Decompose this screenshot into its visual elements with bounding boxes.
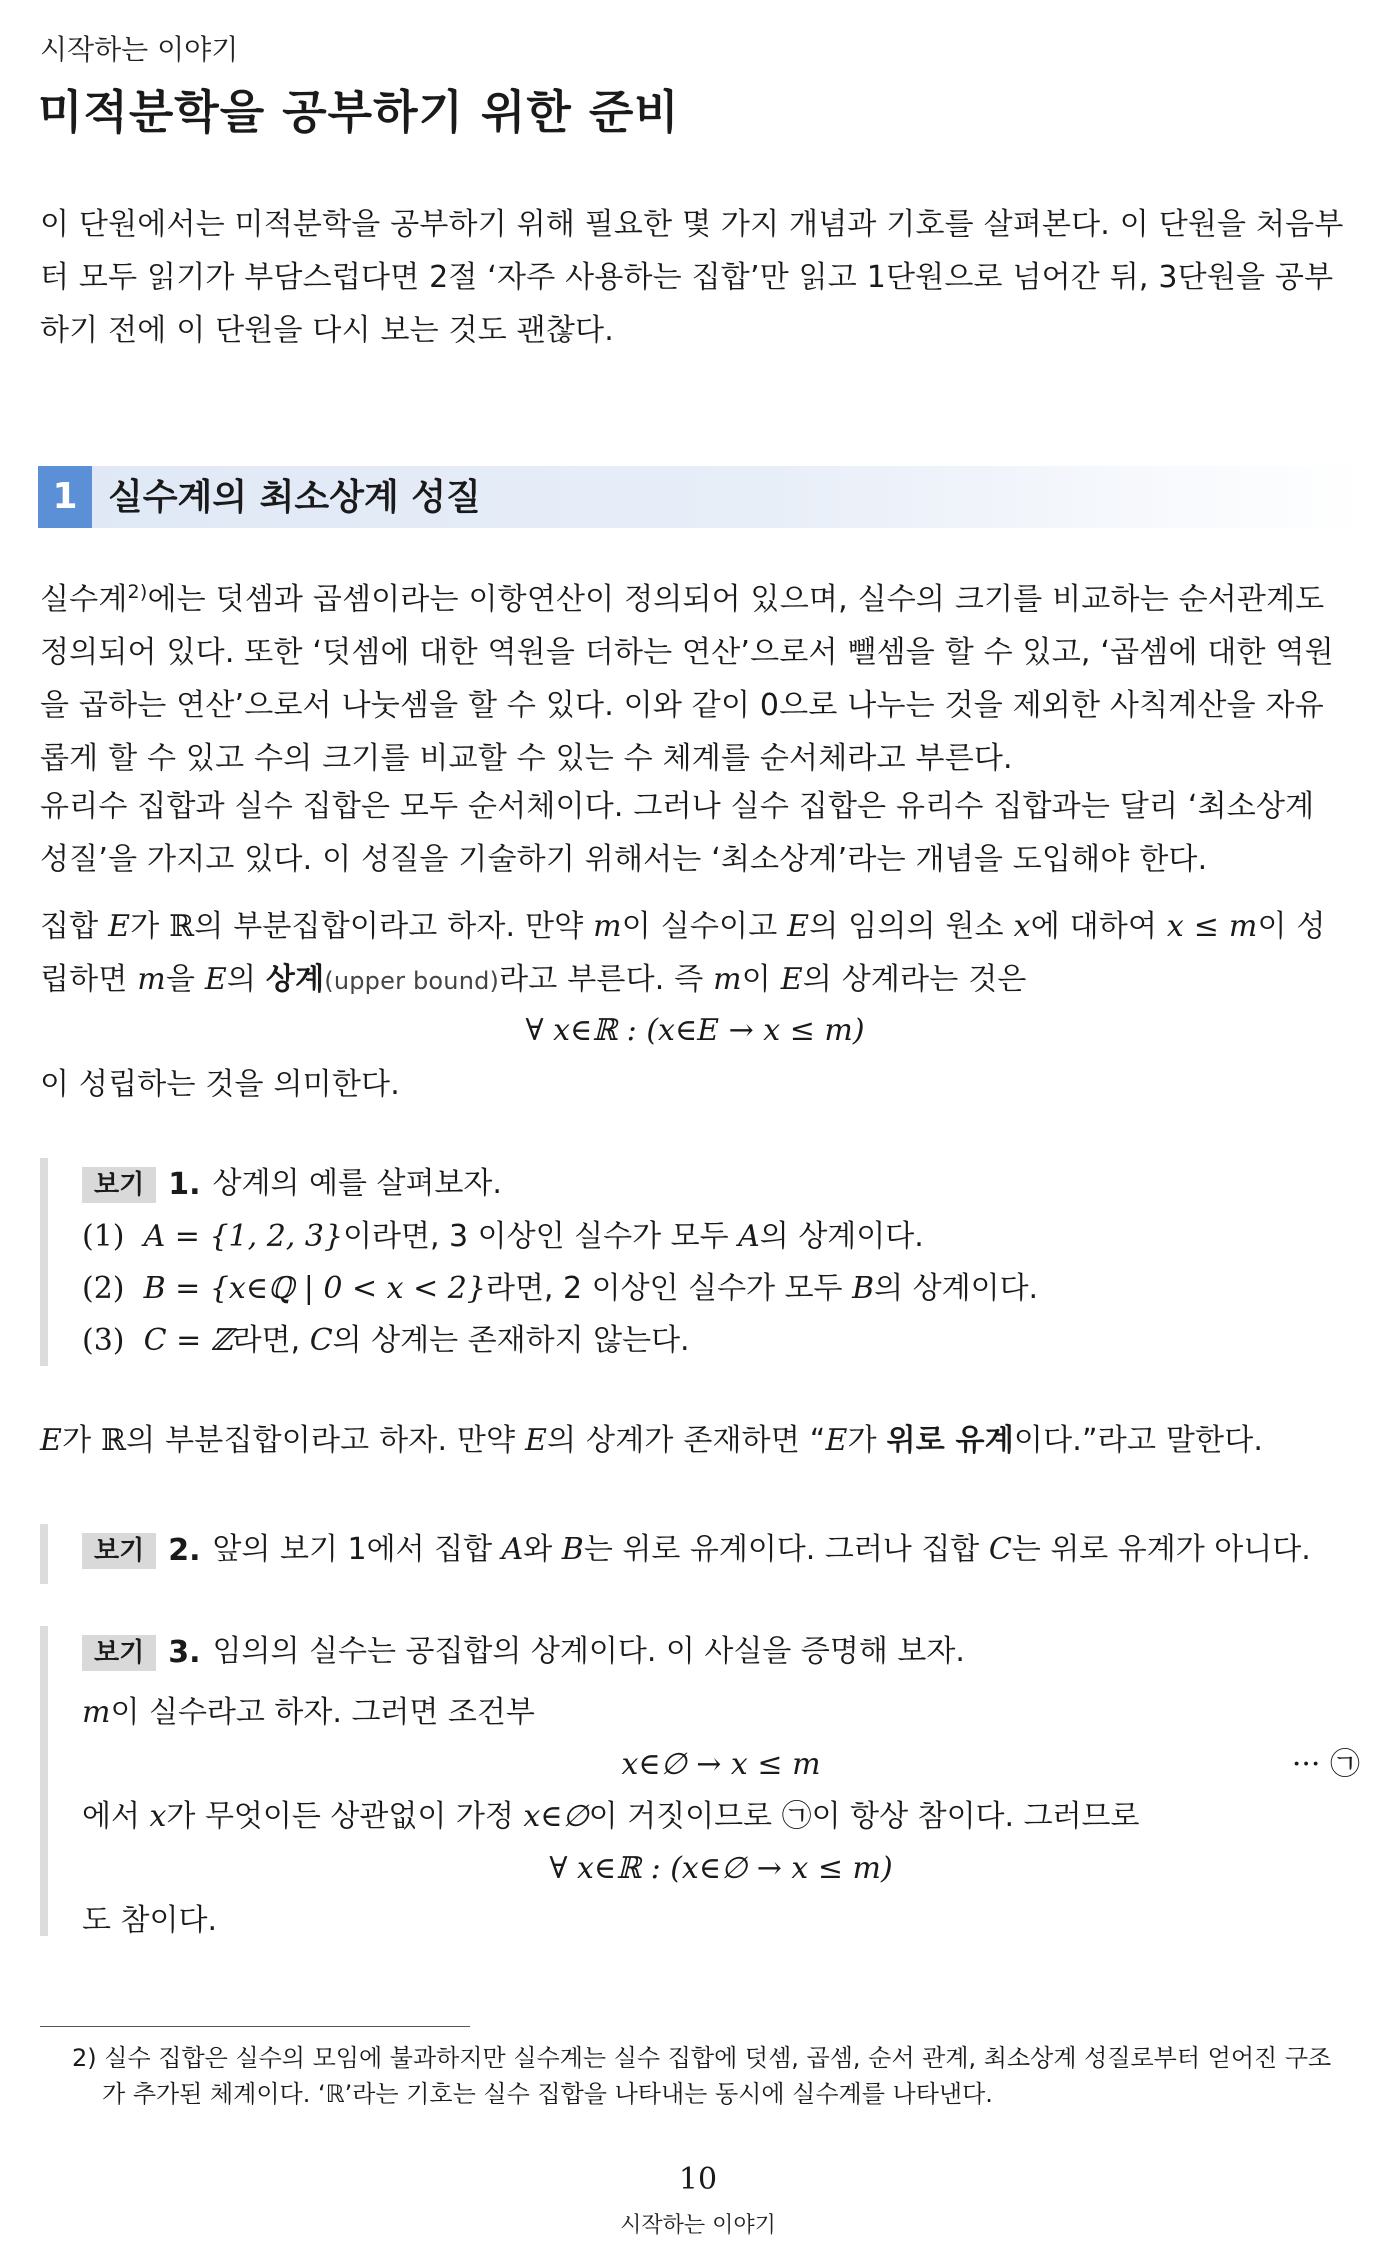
paragraph-ordered-field: 유리수 집합과 실수 집합은 모두 순서체이다. 그러나 실수 집합은 유리수 집합과는 달리 ‘최소상계 성질’을 가지고 있다. 이 성질을 기술하기 위해서는 ‘최소상계’라는 개념을 도입해야 한다. (40, 789, 1315, 877)
example-3-box: 보기 3. 임의의 실수는 공집합의 상계이다. 이 사실을 증명해 보자. m이 실수라고 하자. 그러면 조건부 x∈∅ → x ≤ m ··· ㉠ 에서 x가 무엇이든 상관없이 가정 x∈∅이 거짓이므로 ㉠이 항상 참이다. 그러므로 ∀ x∈ℝ : (x∈∅ → x ≤ m) 도 참이다. (40, 1626, 1360, 1936)
example-2-box: 보기 2. 앞의 보기 1에서 집합 A와 B는 위로 유계이다. 그러나 집합 C는 위로 유계가 아니다. (40, 1524, 1360, 1584)
page-footer-label: 시작하는 이야기 (620, 2213, 776, 2238)
paragraph-upper-bound-definition: 집합 E가 ℝ의 부분집합이라고 하자. 만약 m이 실수이고 E의 임의의 원소 x에 대하여 x ≤ m이 성립하면 m을 E의 상계(upper bound)라고 부른다. 즉 m이 E의 상계라는 것은 (40, 909, 1326, 997)
example-1-box: 보기 1. 상계의 예를 살펴보자. (1) A = {1, 2, 3}이라면, 3 이상인 실수가 모두 A의 상계이다. (2) B = {x∈ℚ | 0 < x < 2}라면, 2 이상인 실수가 모두 B의 상계이다. (3) C = ℤ라면, C의 상계는 존재하지 않는다. (40, 1158, 1360, 1366)
conditional-formula: x∈∅ → x ≤ m ··· ㉠ (82, 1739, 1360, 1791)
term-upper-bound: 상계 (265, 962, 325, 997)
page-number: 10 (678, 2162, 718, 2197)
example-1-item-2: (2) B = {x∈ℚ | 0 < x < 2}라면, 2 이상인 실수가 모두 B의 상계이다. (82, 1270, 1039, 1306)
example-tag: 보기 (82, 1635, 156, 1671)
footnote: 2) 실수 집합은 실수의 모임에 불과하지만 실수계는 실수 집합에 덧셈, 곱셈, 순서 관계, 최소상계 성질로부터 얻어진 구조가 추가된 체계이다. ‘ℝ’라는 기호는 실수 집합을 나타내는 동시에 실수계를 나타낸다. (72, 2044, 1332, 2108)
paragraph-bounded-above: E가 ℝ의 부분집합이라고 하자. 만약 E의 상계가 존재하면 “E가 위로 유계이다.”라고 말한다. (40, 1423, 1264, 1458)
footnote-divider (40, 2026, 470, 2027)
example-1-item-3: (3) C = ℤ라면, C의 상계는 존재하지 않는다. (82, 1322, 690, 1358)
section-number: 1 (38, 466, 92, 528)
empty-set-formula: ∀ x∈ℝ : (x∈∅ → x ≤ m) (549, 1850, 893, 1886)
chapter-title: 미적분학을 공부하기 위한 준비 (38, 85, 680, 139)
example-tag: 보기 (82, 1167, 156, 1203)
paragraph-real-number-system: 실수계$^{2)}$에는 덧셈과 곱셈이라는 이항연산이 정의되어 있으며, 실수의 크기를 비교하는 순서관계도 정의되어 있다. 또한 ‘덧셈에 대한 역원을 더하는 연산’으로서 뺄셈을 할 수 있고, ‘곱셈에 대한 역원을 곱하는 연산’으로서 나눗셈을 할 수 있다. 이와 같이 0으로 나누는 것을 제외한 사칙계산을 자유롭게 할 수 있고 수의 크기를 비교할 수 있는 수 체계를 순서체라고 부른다. (40, 581, 1334, 776)
chapter-label: 시작하는 이야기 (40, 33, 239, 66)
example-1-item-1: (1) A = {1, 2, 3}이라면, 3 이상인 실수가 모두 A의 상계이다. (82, 1218, 924, 1254)
section-title: 실수계의 최소상계 성질 (108, 477, 481, 518)
equation-mark: ··· ㉠ (1291, 1746, 1360, 1782)
example-tag: 보기 (82, 1533, 156, 1569)
upper-bound-formula: ∀ x∈ℝ : (x∈E → x ≤ m) (525, 1013, 865, 1048)
footnote-ref[interactable]: 2) (127, 581, 148, 603)
term-bounded-above: 위로 유계 (886, 1423, 1014, 1458)
intro-paragraph: 이 단원에서는 미적분학을 공부하기 위해 필요한 몇 가지 개념과 기호를 살펴본다. 이 단원을 처음부터 모두 읽기가 부담스럽다면 2절 ‘자주 사용하는 집합’만 읽고 1단원으로 넘어간 뒤, 3단원을 공부하기 전에 이 단원을 다시 보는 것도 괜찮다. (40, 207, 1344, 348)
paragraph-meaning: 이 성립하는 것을 의미한다. (40, 1067, 400, 1102)
